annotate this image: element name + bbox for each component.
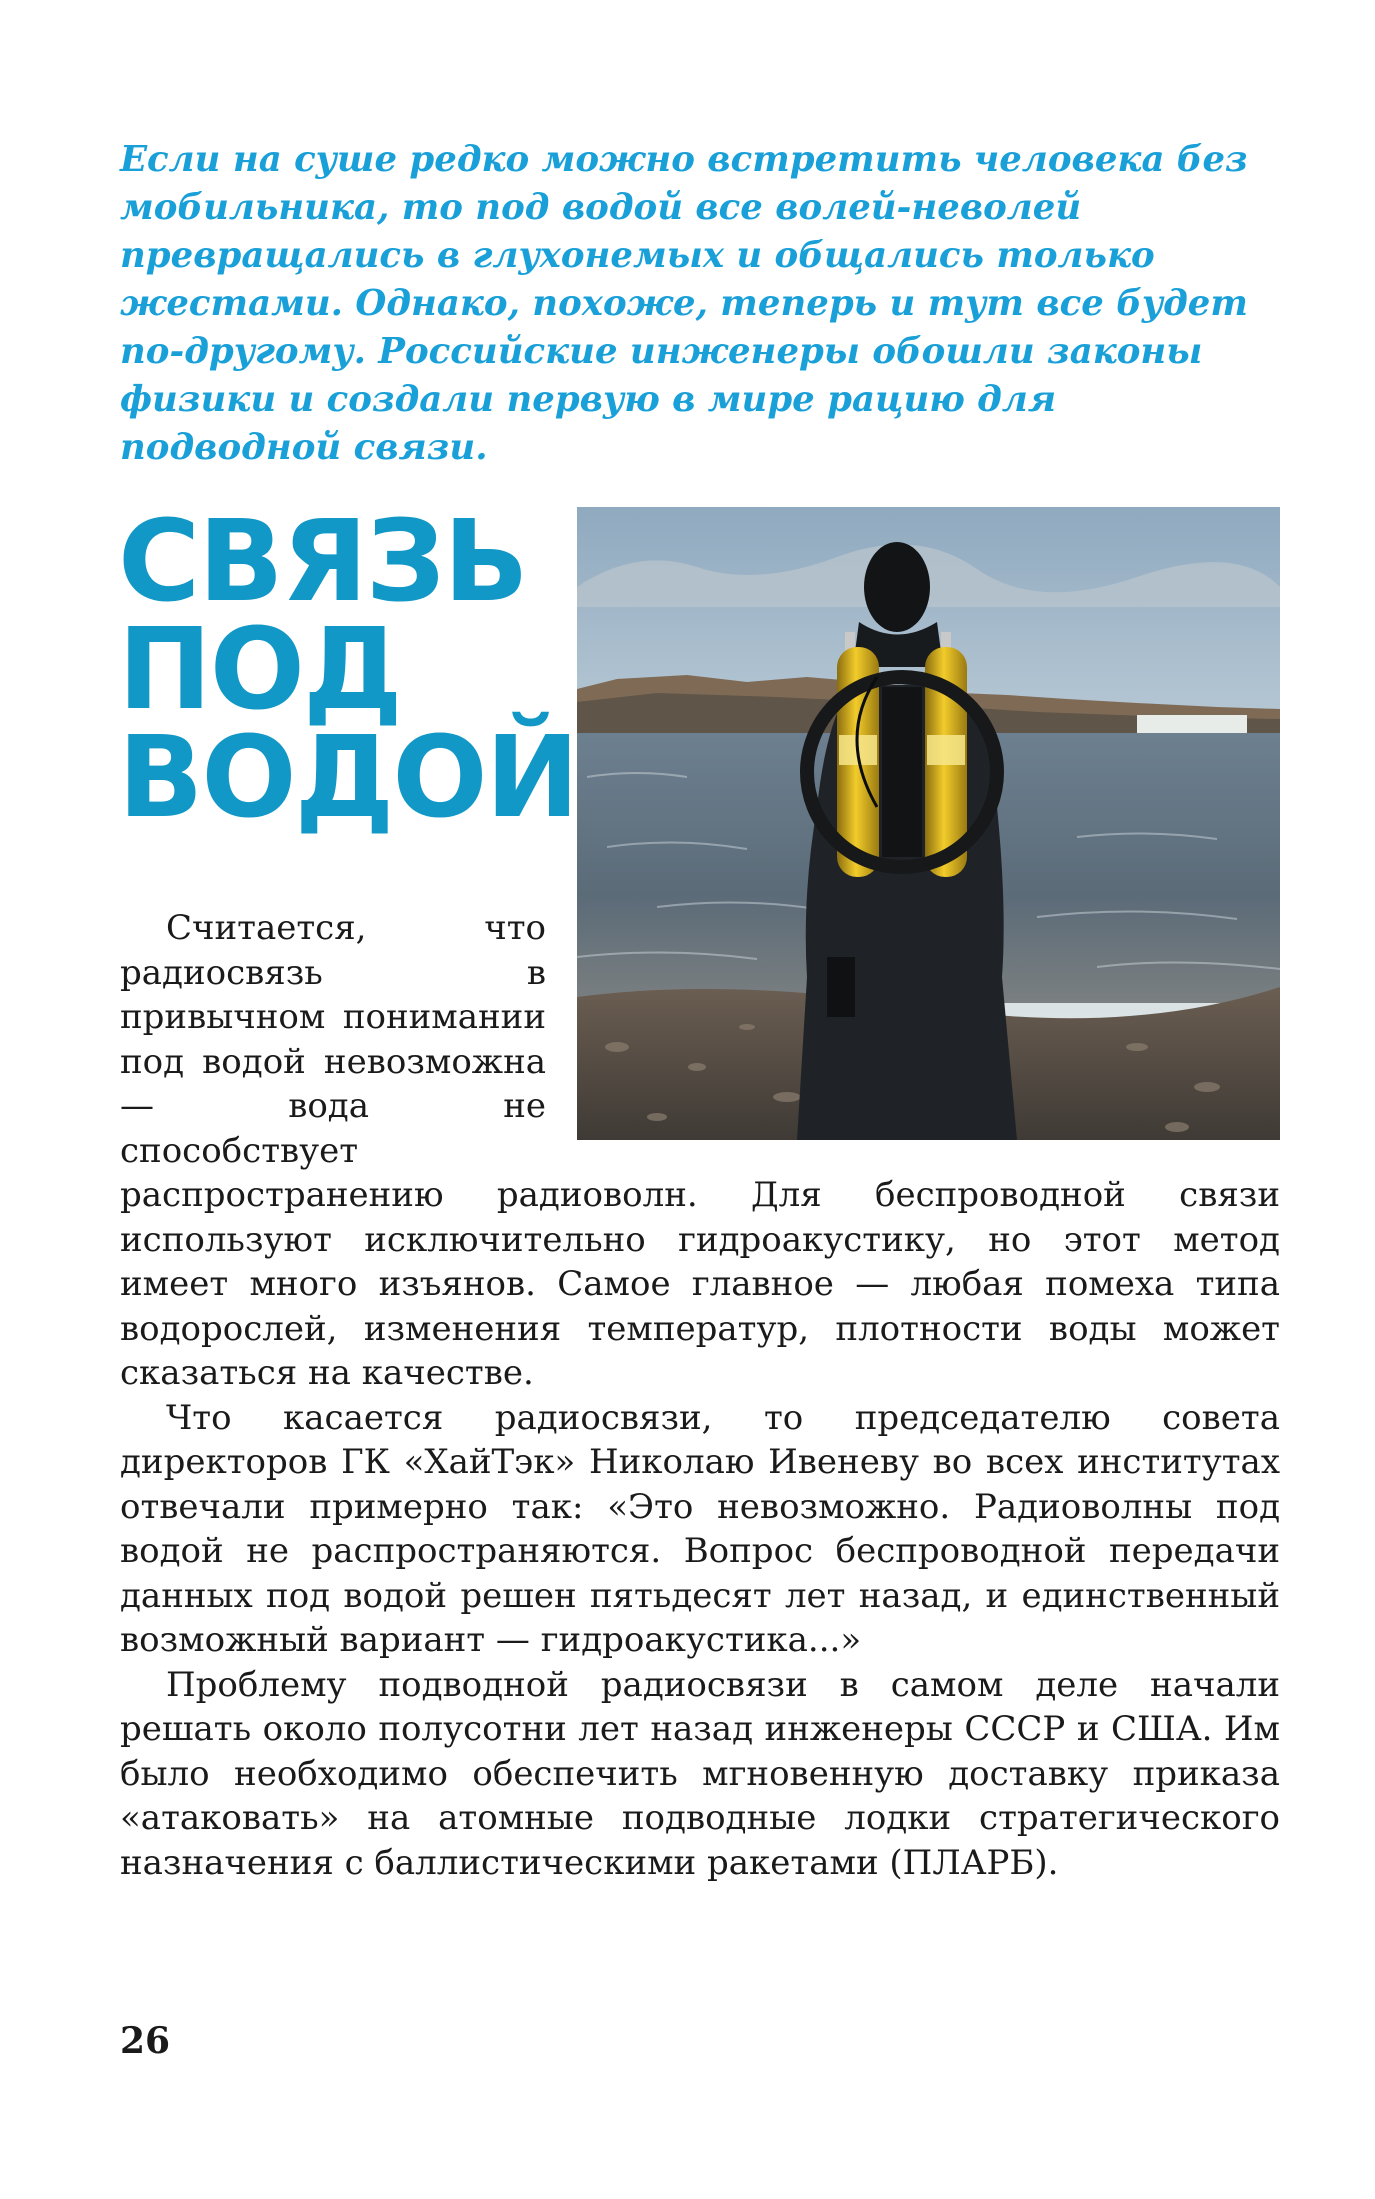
- title-line-2: ПОД: [118, 605, 401, 735]
- page-number: 26: [120, 2020, 171, 2062]
- lead-paragraph: Если на суше редко можно встретить человека без мобильника, то под водой все волей-неволей превращались в глухонемых и общались только жестами. Однако, похоже, теперь и тут все будет по-другому. Российские инженеры обошли законы физики и создали первую в мире рацию для подводной связи.: [120, 139, 1248, 468]
- title-line-3: ВОДОЙ: [118, 713, 578, 843]
- paragraph-2: Что касается радиосвязи, то председателю совета директоров ГК «ХайТэк» Николаю Ивеневу во всех институтах отвечали примерно так: «Это невозможно. Радиоволны под водой не распространяются. Вопрос беспроводной передачи данных под водой решен пятьдесят лет назад, и единственный возможный вариант — гидроакустика...»: [120, 1397, 1280, 1660]
- paragraph-3: Проблему подводной радиосвязи в самом деле начали решать около полусотни лет назад инженеры СССР и США. Им было необходимо обеспечить мгновенную доставку приказа «атаковать» на атомные подводные лодки стратегического назначения с баллистическими ракетами (ПЛАРБ).: [120, 1664, 1280, 1883]
- paragraph-1: Считается, что радиосвязь в привычном понимании под водой невозможна — вода не способствует распространению радиоволн. Для беспроводной связи используют исключительно гидроакустику, но этот метод имеет много изъянов. Самое главное — любая помеха типа водорослей, изменения температур, плотности воды может сказаться на качестве.: [120, 908, 1280, 1393]
- photo-wrap-spacer: [546, 906, 1280, 1168]
- title-line-1: СВЯЗЬ: [118, 497, 527, 627]
- article-body: [120, 906, 1280, 1885]
- article-title: [118, 497, 578, 843]
